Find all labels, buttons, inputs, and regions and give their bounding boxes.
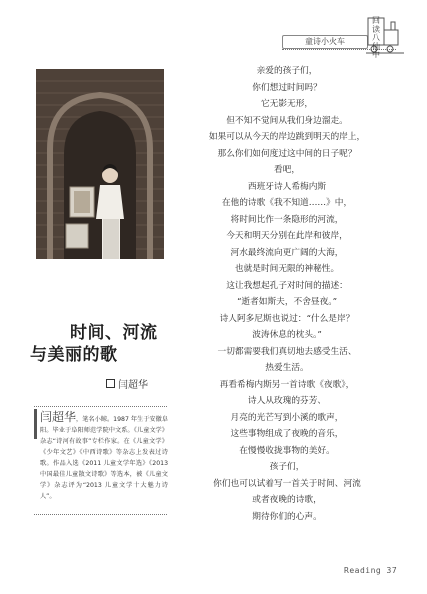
poem-line: 一切都需要我们真切地去感受生活、 — [217, 346, 357, 357]
poem-line: 亲爱的孩子们， — [256, 66, 318, 76]
bio-bottom-rule — [34, 514, 167, 516]
bio-top-rule — [34, 406, 167, 408]
article-title — [30, 322, 170, 366]
header-vertical-text: 回 读 八 仙 中 — [372, 16, 380, 59]
poem-line: 期待你们的心声。 — [252, 511, 322, 522]
poem-line: 看吧， — [273, 165, 301, 175]
poem-line: 西班牙诗人希梅内斯 — [247, 181, 327, 192]
page-footer: Reading 37 — [344, 566, 398, 575]
poem-line: 这让我想起孔子对时间的描述： — [226, 280, 348, 291]
poem-line: 波涛休息的枕头。” — [252, 330, 322, 340]
poem-line: 它无影无形， — [260, 99, 314, 109]
poem-line: 热爱生活。 — [265, 363, 309, 373]
poem-line: 河水最终流向更广阔的大海， — [230, 247, 344, 258]
title-line-1: 时间、河流 — [70, 323, 158, 343]
bio-accent-bar — [34, 409, 37, 439]
poem-line: 那么你们如何度过这中间的日子呢？ — [217, 148, 357, 159]
bio-text: ，笔名小鲸。1987 年生于安徽阜阳。毕业于阜阳师范学院中文系。《儿童文学》杂志“诗河有故事”专栏作家。在《儿童文学》《少年文艺》《中西诗歌》等杂志上发表过诗歌。作品入选《2011 儿童文学年选》《2013 中国最佳儿童散文诗歌》等选本，被《儿童文学》杂志评为“2013 儿童文学十大魅力诗人”。 — [40, 416, 168, 500]
poem-line: 将时间比作一条隐形的河流， — [230, 214, 344, 225]
poem-line: 如果可以从今天的岸边跳到明天的岸上， — [208, 132, 366, 142]
author-bio — [40, 412, 168, 502]
poem-line: 但不知不觉间从我们身边溜走。 — [226, 115, 348, 126]
poem-line: 月亮的光芒写到小溪的歌声， — [230, 412, 344, 423]
byline-name: 闫超华 — [118, 380, 148, 391]
poem-line: 这些事物组成了夜晚的音乐， — [230, 429, 344, 439]
poem-line: 今天和明天分别在此岸和彼岸， — [226, 231, 348, 241]
poem-line: 在慢慢收拢事物的美好。 — [239, 445, 335, 456]
poem-line: 再看希梅内斯另一首诗歌《夜歌》， — [219, 379, 355, 390]
poem-line: 孩子们， — [269, 462, 305, 472]
poem-line: 你们也可以试着写一首关于时间、河流 — [213, 478, 361, 489]
byline-square-icon — [106, 379, 115, 388]
poem-line: 或者夜晚的诗歌， — [252, 495, 322, 505]
poem-line: 诗人从玫瑰的芬芳、 — [247, 396, 327, 406]
poem-line: 也就是时间无限的神秘性。 — [234, 264, 340, 274]
author-photo — [36, 69, 164, 259]
poem-line: 在他的诗歌《我不知道……》中， — [221, 198, 353, 208]
poem-line: 诗人阿多尼斯也说过：“什么是岸？ — [219, 313, 355, 324]
title-line-2: 与美丽的歌 — [30, 345, 118, 365]
poem-body — [174, 63, 400, 525]
section-label: 童诗小火车 — [282, 35, 368, 49]
poem-line: 你们想过时间吗？ — [252, 82, 322, 93]
author-byline — [106, 376, 148, 391]
bio-name: 闫超华 — [40, 410, 77, 424]
poem-line: “逝者如斯夫，不舍昼夜。” — [236, 297, 338, 307]
